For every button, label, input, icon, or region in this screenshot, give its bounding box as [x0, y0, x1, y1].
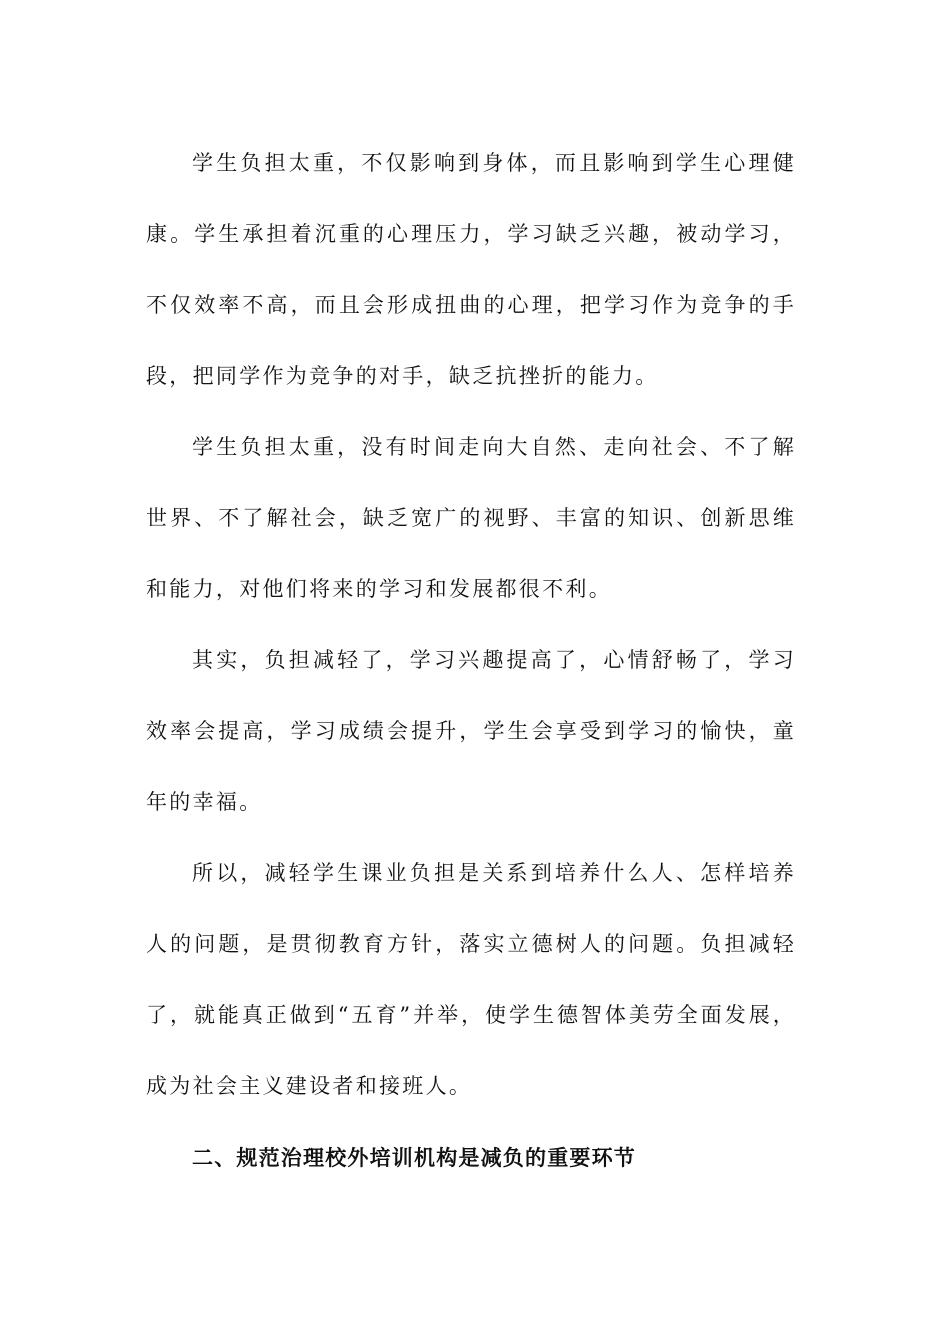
- paragraph-1: 学生负担太重，不仅影响到身体，而且影响到学生心理健康。学生承担着沉重的心理压力，学习缺乏兴趣，被动学习，不仅效率不高，而且会形成扭曲的心理，把学习作为竞争的手段，把同学作为竞争的对手，缺乏抗挫折的能力。: [146, 151, 796, 388]
- section-heading: 二、规范治理校外培训机构是减负的重要环节: [192, 1145, 636, 1170]
- paragraph-3: 其实，负担减轻了，学习兴趣提高了，心情舒畅了，学习效率会提高，学习成绩会提升，学生会享受到学习的愉快，童年的幸福。: [146, 648, 796, 814]
- paragraph-2: 学生负担太重，没有时间走向大自然、走向社会、不了解世界、不了解社会，缺乏宽广的视野、丰富的知识、创新思维和能力，对他们将来的学习和发展都很不利。: [146, 435, 796, 601]
- document-body: [146, 128, 796, 1193]
- paragraph-4: 所以，减轻学生课业负担是关系到培养什么人、怎样培养人的问题，是贯彻教育方针，落实立德树人的问题。负担减轻了，就能真正做到“五育”并举，使学生德智体美劳全面发展，成为社会主义建设者和接班人。: [146, 861, 796, 1098]
